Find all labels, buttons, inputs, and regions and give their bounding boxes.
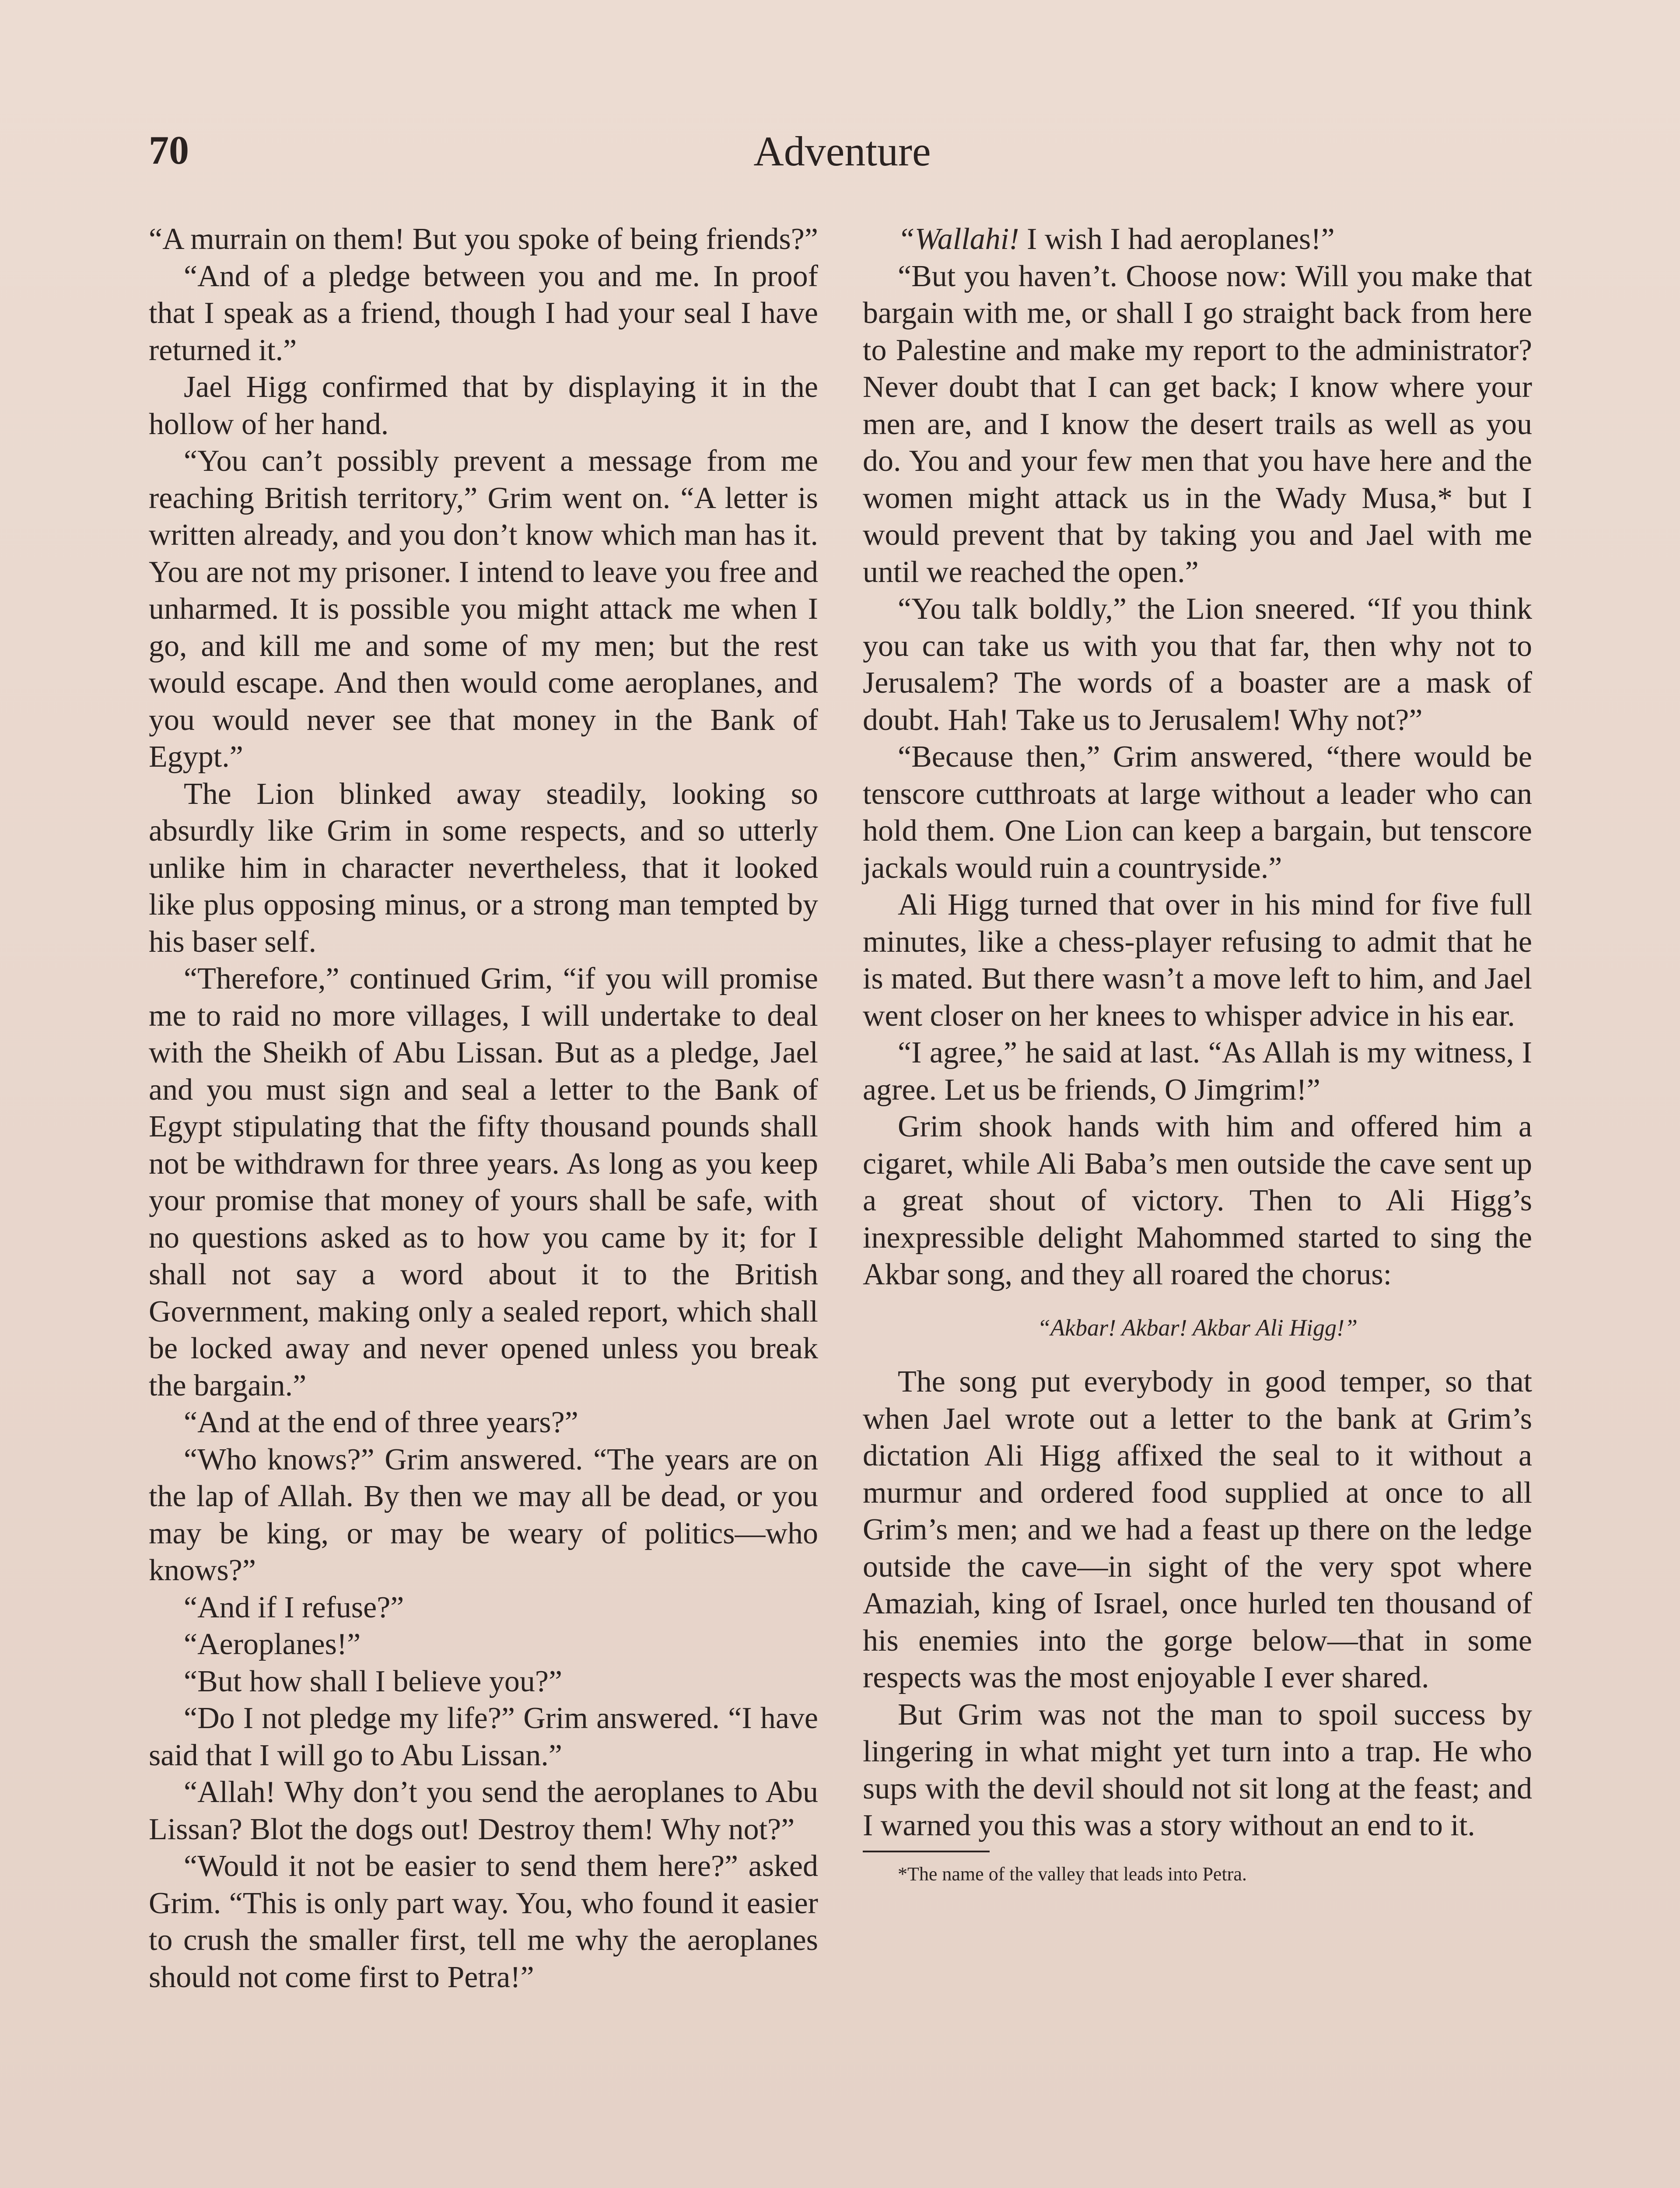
paragraph: “A murrain on them! But you spoke of being friends?” [149,222,818,256]
running-title: Adventure [753,128,931,175]
paragraph: “You talk boldly,” the Lion sneered. “If you think you can take us with you that far, then why not to Jerusalem? The words of a boaster are a mask of doubt. Hah! Take us to Jerusalem! Why not?” [863,592,1532,737]
paragraph-text: I wish I had aeroplanes!” [1019,222,1335,256]
paragraph: “Because then,” Grim answered, “there would be tenscore cutthroats at large without a leader who can hold them. One Lion can keep a bargain, but tenscore jackals would ruin a countryside.” [863,740,1532,885]
paragraph: “Therefore,” continued Grim, “if you will promise me to raid no more villages, I will undertake to deal with the Sheikh of Abu Lissan. But as a pledge, Jael and you must sign and seal a letter to the Bank of Egypt stipulating that the fifty thousand pounds shall not be withdrawn for three years. As long as you keep your promise that money of yours shall be safe, with no questions asked as to how you came by it; for I shall not say a word about it to the British Government, making only a sealed report, which shall be locked away and never opened unless you break the bargain.” [149,962,818,1403]
paragraph: “Aeroplanes!” [184,1627,361,1661]
page-header [149,123,1536,193]
paragraph: “And of a pledge between you and me. In proof that I speak as a friend, though I had your seal I have returned it.” [149,259,818,367]
paragraph: Jael Higg confirmed that by displaying it in the hollow of her hand. [149,370,818,441]
paragraph: “Would it not be easier to send them here?” asked Grim. “This is only part way. You, who found it easier to crush the smaller first, tell me why the aeroplanes should not come first to Petra!” [149,1849,818,1994]
paragraph: The Lion blinked away steadily, looking so absurdly like Grim in some respects, and so utterly unlike him in character nevertheless, that it looked like plus opposing minus, or a strong man tempted by his baser self. [149,777,818,959]
paragraph: The song put everybody in good temper, so that when Jael wrote out a letter to the bank at Grim’s dictation Ali Higg affixed the seal to it without a murmur and ordered food supplied at once to all Grim’s men; and we had a feast up there on the ledge outside the cave—in sight of the very spot where Amaziah, king of Israel, once hurled ten thousand of his enemies into the gorge below—that in some respects was the most enjoyable I ever shared. [863,1365,1532,1694]
italic-exclamation: “Wallahi! [898,222,1019,256]
paragraph: “And if I refuse?” [184,1590,404,1624]
paragraph: “But how shall I believe you?” [184,1664,563,1698]
paragraph: “Allah! Why don’t you send the aeroplanes to Abu Lissan? Blot the dogs out! Destroy them! Why not?” [149,1775,818,1846]
paragraph: Ali Higg turned that over in his mind for five full minutes, like a chess-player refusing to admit that he is mated. But there wasn’t a move left to him, and Jael went closer on her knees to whisper advice in his ear. [863,888,1532,1033]
paragraph: But Grim was not the man to spoil success by lingering in what might yet turn into a trap. He who sups with the devil should not sit long at the feast; and I warned you this was a story without an end to it. [863,1697,1532,1842]
paragraph: “And at the end of three years?” [184,1406,578,1439]
paragraph: “Do I not pledge my life?” Grim answered. “I have said that I will go to Abu Lissan.” [149,1701,818,1772]
footnote: *The name of the valley that leads into Petra. [898,1863,1247,1885]
page-number: 70 [149,128,189,172]
paragraph: “Who knows?” Grim answered. “The years are on the lap of Allah. By then we may all be dead, or you may be king, or may be weary of politics—who knows?” [149,1442,818,1587]
paragraph: “You can’t possibly prevent a message from me reaching British territory,” Grim went on. “A letter is written already, and you don’t know which man has it. You are not my prisoner. I intend to leave you free and unharmed. It is possible you might attack me when I go, and kill me and some of my men; but the rest would escape. And then would come aeroplanes, and you would never see that money in the Bank of Egypt.” [149,444,818,774]
paragraph: “I agree,” he said at last. “As Allah is my witness, I agree. Let us be friends, O Jimgrim!” [863,1036,1532,1107]
right-column [863,221,1532,1887]
paragraph: “But you haven’t. Choose now: Will you make that bargain with me, or shall I go straight back from here to Palestine and make my report to the administrator? Never doubt that I can get back; I know where your men are, and I know the desert trails as well as you do. You and your few men that you have here and the women might attack us in the Wady Musa,* but I would prevent that by taking you and Jael with me until we reached the open.” [863,259,1532,589]
paragraph [863,221,1532,258]
paragraph: Grim shook hands with him and offered him a cigaret, while Ali Baba’s men outside the cave sent up a great shout of victory. Then to Ali Higg’s inexpressible delight Mahommed started to sing the Akbar song, and they all roared the chorus: [863,1110,1532,1291]
song-chorus: “Akbar! Akbar! Akbar Ali Higg!” [1037,1314,1358,1341]
footnote-divider [863,1851,990,1852]
left-column [149,221,818,1996]
